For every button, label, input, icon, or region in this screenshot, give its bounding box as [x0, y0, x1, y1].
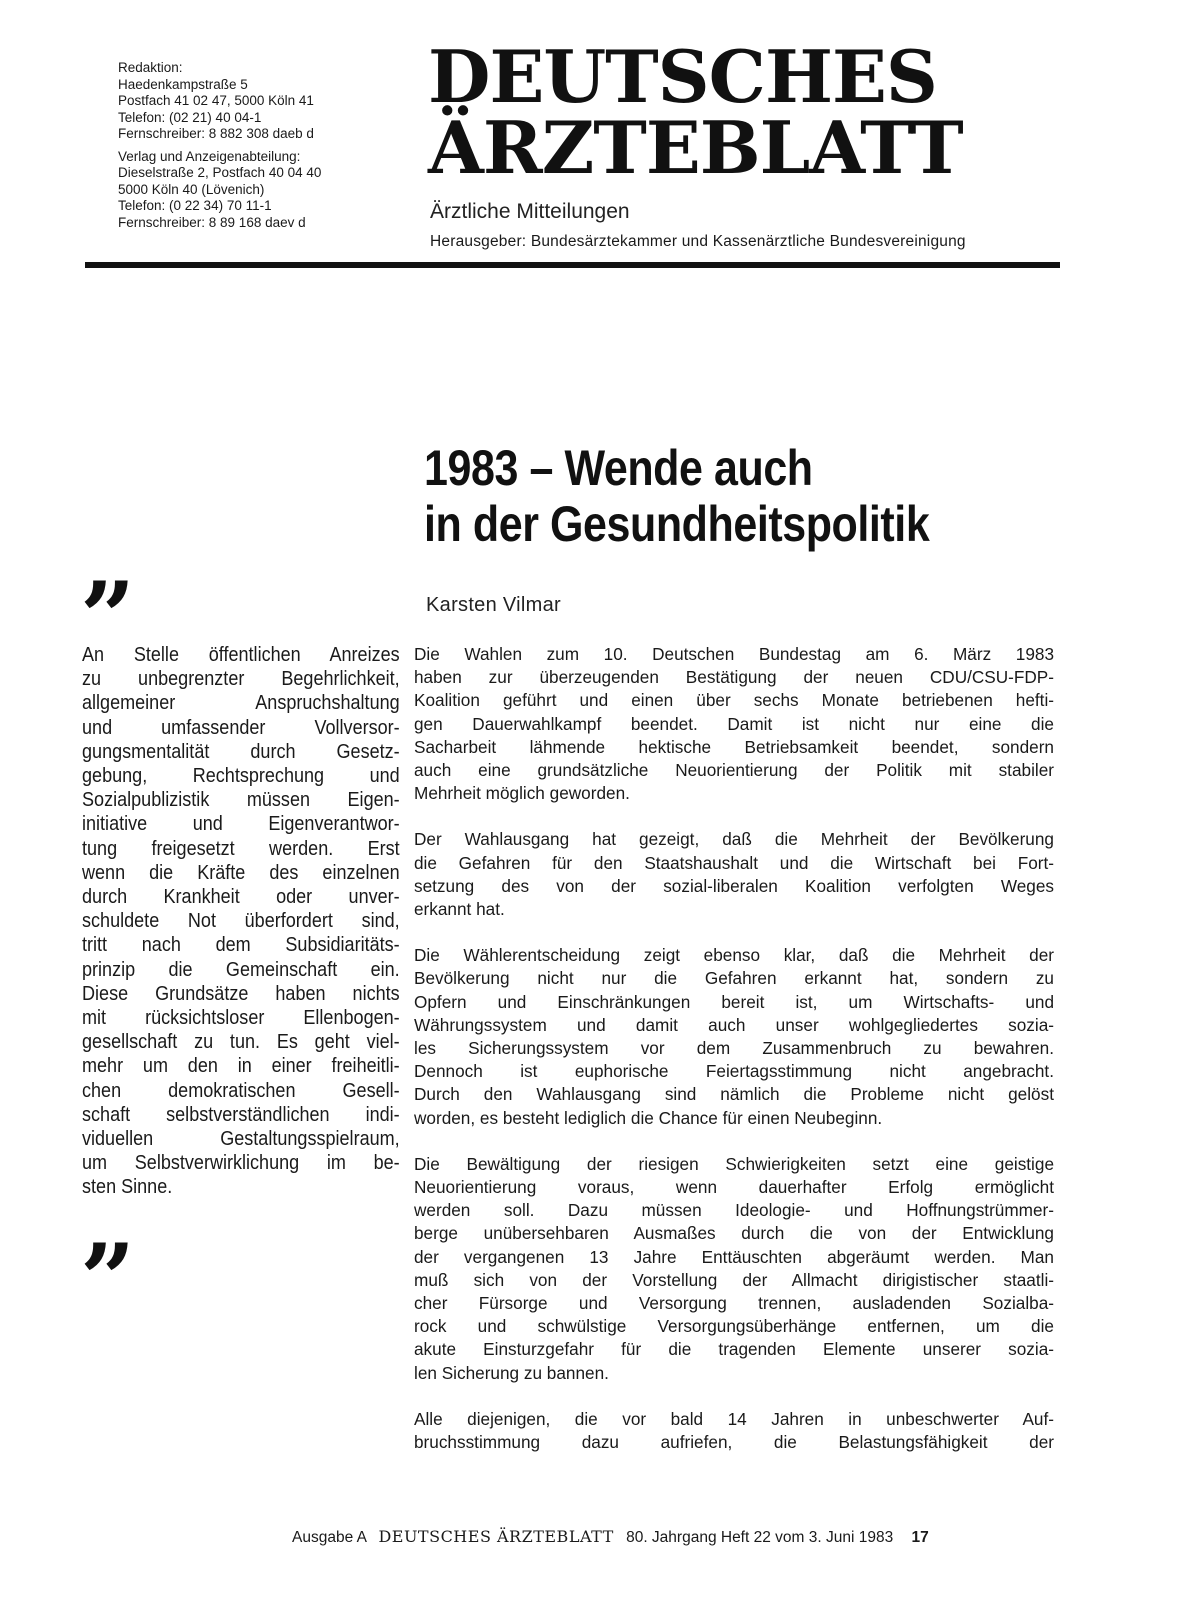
pull-quote-line: tung freigesetzt werden. Erst: [82, 836, 400, 860]
journal-subtitle: Ärztliche Mitteilungen: [430, 200, 630, 223]
journal-logo: [428, 34, 963, 190]
page-footer: [292, 1527, 929, 1547]
logo-line-2: ÄRZTEBLATT: [428, 105, 963, 190]
body-line: Sacharbeit lähmende hektische Betriebsamkeit beendet, sondern: [414, 736, 1054, 757]
body-paragraph: [414, 828, 1054, 921]
pull-quote-line: gesellschaft zu tun. Es geht viel-: [82, 1030, 400, 1054]
pull-quote: [82, 643, 400, 1200]
body-line: erkannt hat.: [414, 899, 505, 920]
headline-line: 1983 – Wende auch: [424, 440, 813, 496]
pull-quote-line: und umfassender Vollversor-: [82, 715, 400, 739]
body-line: werden soll. Dazu müssen Ideologie- und Hoffnungstrümmer-: [414, 1200, 1054, 1221]
publisher-address: [118, 149, 408, 232]
page-number: 17: [911, 1529, 929, 1546]
pull-quote-line: An Stelle öffentlichen Anreizes: [82, 643, 400, 666]
body-line: Neuorientierung voraus, wenn dauerhafter Erfolg ermöglicht: [414, 1177, 1054, 1198]
body-line: der vergangenen 13 Jahre Enttäuschten abgeräumt werden. Man: [414, 1246, 1054, 1267]
body-line: setzung des von der sozial-liberalen Koalition verfolgten Weges: [414, 875, 1054, 896]
body-line: Opfern und Einschränkungen bereit ist, um Wirtschafts- und: [414, 991, 1054, 1012]
body-line: cher Fürsorge und Versorgung trennen, ausladenden Sozialba-: [414, 1293, 1054, 1314]
pull-quote-line: schuldete Not überfordert sind,: [82, 909, 400, 933]
pull-quote-line: prinzip die Gemeinschaft ein.: [82, 957, 400, 981]
body-paragraph: [414, 1153, 1054, 1385]
quote-close-icon: ”: [80, 1223, 136, 1336]
body-line: Die Bewältigung der riesigen Schwierigkeiten setzt eine geistige: [414, 1153, 1054, 1174]
pull-quote-line: mehr um den in einer freiheitli-: [82, 1054, 400, 1078]
address-line: Fernschreiber: 8 882 308 daeb d: [118, 126, 314, 141]
address-line: Postfach 41 02 47, 5000 Köln 41: [118, 93, 314, 108]
pull-quote-line: Diese Grundsätze haben nichts: [82, 981, 400, 1005]
body-paragraph: [414, 1408, 1054, 1454]
pull-quote-line: zu unbegrenzter Begehrlichkeit,: [82, 667, 400, 691]
footer-issue: 80. Jahrgang Heft 22 vom 3. Juni 1983: [626, 1529, 894, 1546]
pull-quote-line: wenn die Kräfte des einzelnen: [82, 860, 400, 884]
article-body: [414, 643, 1054, 1477]
pull-quote-line: tritt nach dem Subsidiaritäts-: [82, 933, 400, 957]
pull-quote-line: viduellen Gestaltungsspielraum,: [82, 1127, 400, 1151]
body-line: Bevölkerung nicht nur die Gefahren erkannt hat, sondern zu: [414, 968, 1054, 989]
address-line: Telefon: (02 21) 40 04-1: [118, 109, 262, 125]
pull-quote-line: initiative und Eigenverantwor-: [82, 812, 400, 836]
body-line: rock und schwülstige Versorgungsüberhänge entfernen, um die: [414, 1316, 1054, 1337]
address-line: Redaktion:: [118, 60, 183, 75]
body-line: Alle diejenigen, die vor bald 14 Jahren in unbeschwerter Auf-: [414, 1408, 1054, 1429]
address-line: Fernschreiber: 8 89 168 daev d: [118, 214, 306, 230]
masthead-contact: [118, 60, 408, 231]
pull-quote-line: um Selbstverwirklichung im be-: [82, 1151, 400, 1175]
body-line: Dennoch ist euphorische Feiertagsstimmung nicht angebracht.: [414, 1061, 1054, 1082]
body-line: akute Einsturzgefahr für die tragenden Elemente unserer sozia-: [414, 1339, 1054, 1360]
body-line: haben zur überzeugenden Bestätigung der neuen CDU/CSU-FDP-: [414, 667, 1054, 688]
pull-quote-line: gebung, Rechtsprechung und: [82, 764, 400, 788]
body-line: Der Wahlausgang hat gezeigt, daß die Mehrheit der Bevölkerung: [414, 829, 1054, 850]
body-line: Mehrheit möglich geworden.: [414, 783, 630, 804]
pull-quote-line: mit rücksichtsloser Ellenbogen-: [82, 1006, 400, 1030]
body-line: worden, es besteht lediglich die Chance für einen Neubeginn.: [414, 1107, 883, 1128]
body-line: bruchsstimmung dazu aufriefen, die Belastungsfähigkeit der: [414, 1432, 1054, 1453]
footer-edition: Ausgabe A: [292, 1529, 367, 1546]
address-line: Dieselstraße 2, Postfach 40 04 40: [118, 165, 322, 180]
article-headline: [424, 440, 957, 552]
journal-publisher: Herausgeber: Bundesärztekammer und Kassenärztliche Bundesvereinigung: [430, 233, 966, 250]
pull-quote-line: chen demokratischen Gesell-: [82, 1078, 400, 1102]
address-line: Telefon: (0 22 34) 70 11-1: [118, 198, 272, 213]
body-line: Die Wählerentscheidung zeigt ebenso klar, daß die Mehrheit der: [414, 945, 1054, 966]
pull-quote-line: allgemeiner Anspruchshaltung: [82, 691, 400, 715]
pull-quote-line: schaft selbstverständlichen indi-: [82, 1102, 400, 1126]
pull-quote-line: durch Krankheit oder unver-: [82, 885, 400, 909]
body-line: Koalition geführt und einen über sechs Monate betriebenen hefti-: [414, 690, 1054, 711]
body-line: Währungssystem und damit auch unser wohlgegliedertes sozia-: [414, 1014, 1054, 1035]
body-line: die Gefahren für den Staatshaushalt und die Wirtschaft bei Fort-: [414, 852, 1054, 873]
headline-line: in der Gesundheitspolitik: [424, 496, 930, 552]
footer-logo: DEUTSCHES ÄRZTEBLATT: [378, 1527, 614, 1546]
pull-quote-line: Sozialpublizistik müssen Eigen-: [82, 788, 400, 812]
pull-quote-line: sten Sinne.: [82, 1175, 173, 1199]
body-paragraph: [414, 944, 1054, 1130]
editorial-address: [118, 60, 408, 143]
body-paragraph: [414, 643, 1054, 805]
body-line: Durch den Wahlausgang sind nämlich die Probleme nicht gelöst: [414, 1084, 1054, 1105]
logo-line-1: DEUTSCHES: [428, 34, 937, 119]
body-line: muß sich von der Vorstellung der Allmacht dirigistischer staatli-: [414, 1269, 1054, 1290]
pull-quote-line: gungsmentalität durch Gesetz-: [82, 739, 400, 763]
body-line: Die Wahlen zum 10. Deutschen Bundestag am 6. März 1983: [414, 644, 1054, 664]
body-line: les Sicherungssystem vor dem Zusammenbruch zu bewahren.: [414, 1038, 1054, 1059]
masthead-rule: [85, 262, 1060, 268]
address-line: Verlag und Anzeigenabteilung:: [118, 148, 301, 164]
body-line: gen Dauerwahlkampf beendet. Damit ist nicht nur eine die: [414, 713, 1054, 734]
body-line: auch eine grundsätzliche Neuorientierung der Politik mit stabiler: [414, 760, 1054, 781]
body-line: berge unübersehbaren Ausmaßes durch die von der Entwicklung: [414, 1223, 1054, 1244]
article-author: Karsten Vilmar: [426, 594, 561, 616]
body-line: len Sicherung zu bannen.: [414, 1362, 609, 1383]
address-line: 5000 Köln 40 (Lövenich): [118, 181, 265, 197]
quote-open-icon: ”: [80, 561, 136, 674]
address-line: Haedenkampstraße 5: [118, 76, 248, 92]
